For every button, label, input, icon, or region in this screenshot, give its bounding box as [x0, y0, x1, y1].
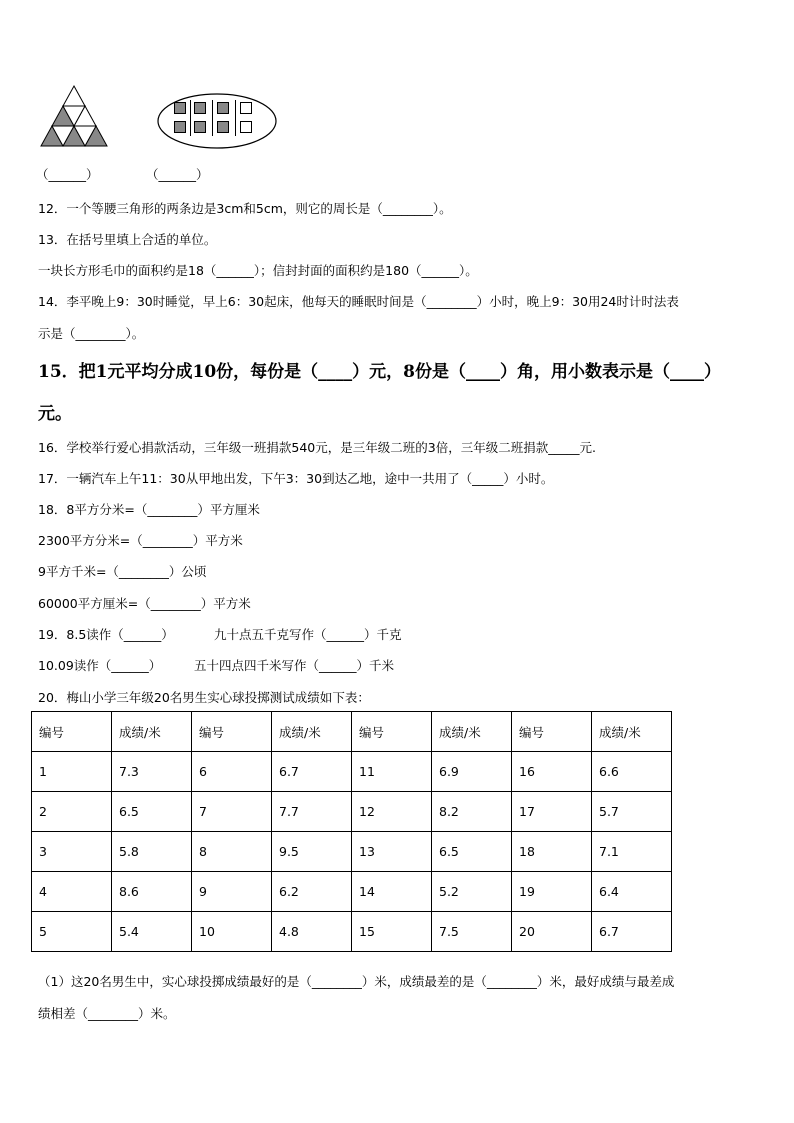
question-20-sub1-line2: 绩相差（________）米。 — [38, 1006, 176, 1021]
table-cell: 6.7 — [272, 752, 352, 792]
table-header-cell: 成绩/米 — [112, 712, 192, 752]
table-cell: 19 — [512, 872, 592, 912]
table-cell: 7.1 — [592, 832, 672, 872]
table-header-cell: 编号 — [512, 712, 592, 752]
question-13-title: 13．在括号里填上合适的单位。 — [38, 232, 217, 247]
table-header-cell: 编号 — [32, 712, 112, 752]
scores-table — [31, 711, 672, 952]
question-18-item: 2300平方分米=（________）平方米 — [38, 533, 243, 548]
table-cell: 5.4 — [112, 912, 192, 952]
table-row — [32, 912, 672, 952]
rect-answer-blank[interactable]: （______） — [146, 167, 209, 182]
question-12: 12．一个等腰三角形的两条边是3cm和5cm，则它的周长是（________）。 — [38, 201, 452, 216]
table-cell: 10 — [192, 912, 272, 952]
question-13-line: 一块长方形毛巾的面积约是18（______）；信封封面的面积约是180（______）。 — [38, 263, 478, 278]
ellipse-squares-figure — [156, 92, 278, 150]
table-cell: 11 — [352, 752, 432, 792]
table-cell: 7.7 — [272, 792, 352, 832]
question-15-line1: 15．把1元平均分成10份，每份是（____）元，8份是（____）角，用小数表示是（____） — [38, 362, 721, 382]
question-14-line2: 示是（________）。 — [38, 326, 145, 341]
table-cell: 6.6 — [592, 752, 672, 792]
question-19-r1b: 九十点五千克写作（______）千克 — [214, 627, 402, 642]
table-row — [32, 872, 672, 912]
question-16: 16．学校举行爱心捐款活动，三年级一班捐款540元，是三年级二班的3倍，三年级二班捐款_____元. — [38, 440, 596, 455]
triangle-answer-blank[interactable]: （______） — [36, 167, 99, 182]
table-row — [32, 832, 672, 872]
table-cell: 18 — [512, 832, 592, 872]
table-cell: 6 — [192, 752, 272, 792]
table-cell: 20 — [512, 912, 592, 952]
table-cell: 8.6 — [112, 872, 192, 912]
question-15-line2: 元。 — [38, 404, 72, 424]
table-cell: 7.5 — [432, 912, 512, 952]
question-17: 17．一辆汽车上午11：30从甲地出发，下午3：30到达乙地，途中一共用了（_____）小时。 — [38, 471, 554, 486]
table-cell: 3 — [32, 832, 112, 872]
question-18-item: 18．8平方分米=（________）平方厘米 — [38, 502, 260, 517]
table-header-cell: 成绩/米 — [432, 712, 512, 752]
table-cell: 5.2 — [432, 872, 512, 912]
question-20-sub1-line1: （1）这20名男生中，实心球投掷成绩最好的是（________）米，成绩最差的是（________）米，最好成绩与最差成 — [38, 974, 675, 989]
table-cell: 5.8 — [112, 832, 192, 872]
question-20-title: 20．梅山小学三年级20名男生实心球投掷测试成绩如下表： — [38, 690, 370, 705]
table-cell: 4.8 — [272, 912, 352, 952]
table-cell: 6.5 — [112, 792, 192, 832]
table-cell: 13 — [352, 832, 432, 872]
question-14-line1: 14．李平晚上9：30时睡觉，早上6：30起床，他每天的睡眠时间是（________）小时，晚上9：30用24时计时法表 — [38, 294, 679, 309]
table-header-row — [32, 712, 672, 752]
table-header-cell: 成绩/米 — [592, 712, 672, 752]
table-cell: 6.9 — [432, 752, 512, 792]
question-19-r2b: 五十四点四千米写作（______）千米 — [194, 658, 395, 673]
table-cell: 15 — [352, 912, 432, 952]
table-cell: 6.4 — [592, 872, 672, 912]
table-cell: 16 — [512, 752, 592, 792]
question-18-item: 60000平方厘米=（________）平方米 — [38, 596, 251, 611]
table-header-cell: 编号 — [352, 712, 432, 752]
table-header-cell: 编号 — [192, 712, 272, 752]
table-cell: 5 — [32, 912, 112, 952]
table-cell: 6.2 — [272, 872, 352, 912]
table-row — [32, 792, 672, 832]
table-cell: 1 — [32, 752, 112, 792]
table-cell: 7.3 — [112, 752, 192, 792]
table-cell: 6.7 — [592, 912, 672, 952]
question-19-r2a: 10.09读作（______） — [38, 658, 162, 673]
triangle-figure — [40, 84, 108, 150]
question-19-r1a: 19．8.5读作（______） — [38, 627, 174, 642]
table-cell: 6.5 — [432, 832, 512, 872]
table-cell: 4 — [32, 872, 112, 912]
table-cell: 17 — [512, 792, 592, 832]
table-cell: 12 — [352, 792, 432, 832]
table-row — [32, 752, 672, 792]
table-cell: 8 — [192, 832, 272, 872]
table-cell: 14 — [352, 872, 432, 912]
table-cell: 9 — [192, 872, 272, 912]
table-cell: 2 — [32, 792, 112, 832]
table-cell: 5.7 — [592, 792, 672, 832]
question-18-item: 9平方千米=（________）公顷 — [38, 564, 207, 579]
table-cell: 7 — [192, 792, 272, 832]
table-cell: 9.5 — [272, 832, 352, 872]
table-header-cell: 成绩/米 — [272, 712, 352, 752]
table-cell: 8.2 — [432, 792, 512, 832]
